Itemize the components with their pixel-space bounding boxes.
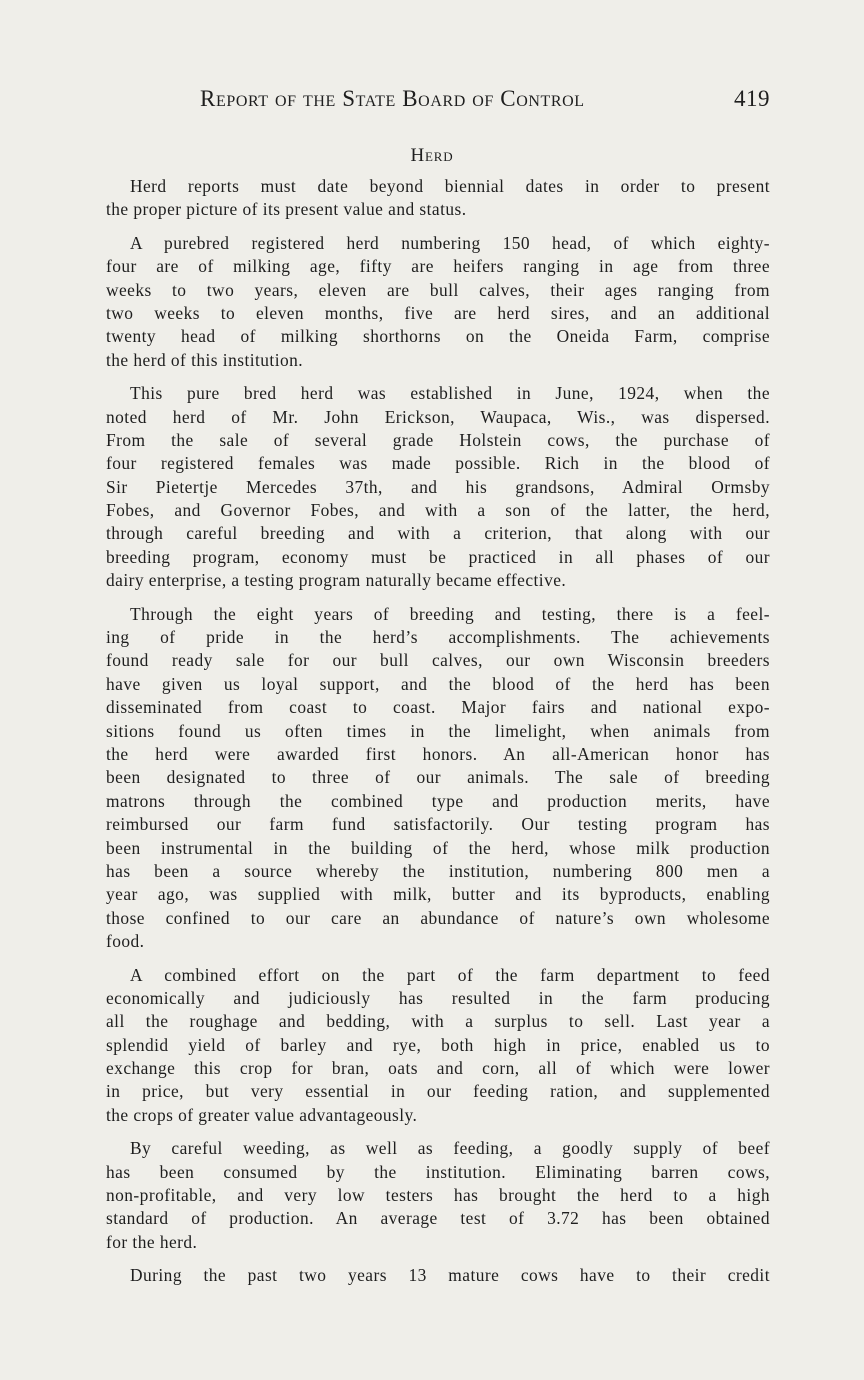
page-number: 419: [734, 86, 770, 111]
text-line: noted herd of Mr. John Erickson, Waupaca, Wis., was dispersed.: [106, 406, 770, 427]
text-line: has been a source whereby the institution, numbering 800 men a: [106, 860, 770, 881]
text-line: disseminated from coast to coast. Major fairs and national expo-: [106, 697, 770, 718]
text-line: four are of milking age, fifty are heifers ranging in age from three: [106, 256, 770, 277]
text-line: the herd were awarded first honors. An all-American honor has: [106, 743, 770, 764]
text-line: sitions found us often times in the limelight, when animals from: [106, 720, 770, 741]
text-line: splendid yield of barley and rye, both high in price, enabled us to: [106, 1034, 770, 1055]
text-line: those confined to our care an abundance of nature’s own wholesome: [106, 907, 770, 928]
text-line: for the herd.: [106, 1231, 198, 1252]
text-line: dairy enterprise, a testing program naturally became effective.: [106, 570, 567, 591]
text-line: four registered females was made possible. Rich in the blood of: [106, 453, 770, 474]
text-line: the proper picture of its present value and status.: [106, 199, 467, 220]
paragraph: [106, 175, 770, 222]
paragraph: [106, 964, 770, 1128]
text-line: non-profitable, and very low testers has brought the herd to a high: [106, 1185, 770, 1206]
text-line: A combined effort on the part of the farm department to feed: [130, 964, 770, 985]
text-line: Through the eight years of breeding and testing, there is a feel-: [130, 603, 770, 624]
text-line: have given us loyal support, and the blood of the herd has been: [106, 673, 770, 694]
running-header: [200, 86, 770, 120]
paragraph: [106, 382, 770, 593]
text-line: Herd reports must date beyond biennial dates in order to present: [130, 176, 770, 196]
text-line: During the past two years 13 mature cows have to their credit: [130, 1265, 770, 1286]
text-line: ing of pride in the herd’s accomplishments. The achievements: [106, 627, 770, 648]
text-line: two weeks to eleven months, five are herd sires, and an additional: [106, 302, 770, 323]
text-line: through careful breeding and with a criterion, that along with our: [106, 523, 770, 544]
text-line: all the roughage and bedding, with a surplus to sell. Last year a: [106, 1011, 770, 1032]
text-line: economically and judiciously has resulted in the farm producing: [106, 987, 770, 1008]
text-line: breeding program, economy must be practiced in all phases of our: [106, 546, 770, 567]
text-line: matrons through the combined type and production merits, have: [106, 790, 770, 811]
text-line: From the sale of several grade Holstein cows, the purchase of: [106, 429, 770, 450]
text-line: the crops of greater value advantageously.: [106, 1104, 418, 1125]
text-line: A purebred registered herd numbering 150 head, of which eighty-: [130, 232, 770, 253]
text-line: exchange this crop for bran, oats and corn, all of which were lower: [106, 1058, 770, 1079]
paragraph: [106, 1264, 770, 1287]
section-heading: Herd: [410, 145, 454, 166]
text-line: By careful weeding, as well as feeding, a goodly supply of beef: [130, 1138, 770, 1159]
text-line: found ready sale for our bull calves, our own Wisconsin breeders: [106, 650, 770, 671]
text-line: year ago, was supplied with milk, butter and its byproducts, enabling: [106, 884, 770, 905]
paragraph: [106, 1137, 770, 1254]
paragraph: [106, 603, 770, 954]
text-line: Fobes, and Governor Fobes, and with a son of the latter, the herd,: [106, 500, 770, 521]
running-title: Report of the State Board of Control: [200, 86, 585, 111]
text-line: weeks to two years, eleven are bull calves, their ages ranging from: [106, 279, 770, 300]
text-line: Sir Pietertje Mercedes 37th, and his grandsons, Admiral Ormsby: [106, 476, 770, 497]
text-line: standard of production. An average test of 3.72 has been obtained: [106, 1208, 770, 1229]
text-line: the herd of this institution.: [106, 349, 304, 370]
text-line: has been consumed by the institution. Eliminating barren cows,: [106, 1161, 770, 1182]
text-line: food.: [106, 931, 145, 952]
text-line: twenty head of milking shorthorns on the Oneida Farm, comprise: [106, 326, 770, 347]
text-line: This pure bred herd was established in June, 1924, when the: [130, 383, 770, 404]
text-line: in price, but very essential in our feeding ration, and supplemented: [106, 1081, 770, 1102]
text-line: been instrumental in the building of the herd, whose milk production: [106, 837, 770, 858]
text-line: reimbursed our farm fund satisfactorily. Our testing program has: [106, 814, 770, 835]
body-text: [106, 175, 770, 1298]
text-line: been designated to three of our animals. The sale of breeding: [106, 767, 770, 788]
paragraph: [106, 232, 770, 372]
